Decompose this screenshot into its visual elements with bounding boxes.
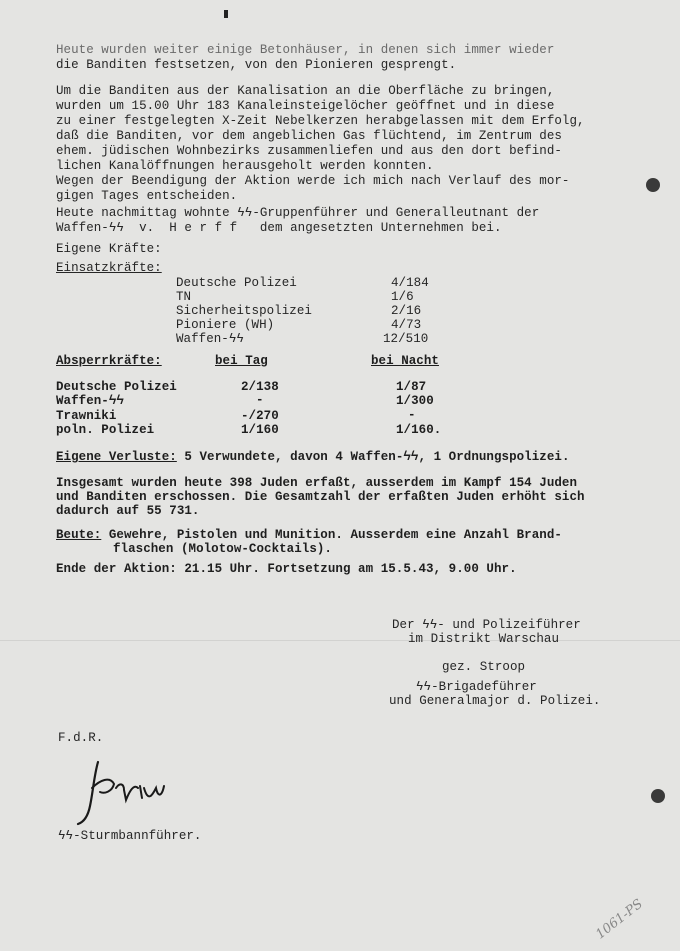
paragraph-line: Insgesamt wurden heute 398 Juden erfaßt, ausserdem im Kampf 154 Juden (56, 476, 578, 490)
losses-text: 5 Verwundete, davon 4 Waffen-ϟϟ, 1 Ordnungspolizei. (176, 450, 570, 464)
absperr-unit: Deutsche Polizei (56, 380, 177, 394)
paragraph-line: die Banditen festsetzen, von den Pionieren gesprengt. (56, 58, 457, 72)
signature-rank-line1: ϟϟ-Brigadeführer (416, 680, 537, 694)
paragraph-line: und Banditen erschossen. Die Gesamtzahl der erfaßten Juden erhöht sich (56, 490, 585, 504)
einsatz-value: 2/16 (391, 304, 422, 318)
punch-hole (646, 178, 660, 192)
booty-line (56, 528, 562, 543)
paragraph-line: Um die Banditen aus der Kanalisation an die Oberfläche zu bringen, (56, 84, 555, 98)
absperr-night: 1/87 (396, 380, 427, 394)
paragraph-line: gigen Tages entscheiden. (56, 189, 238, 203)
einsatz-value: 12/510 (383, 332, 429, 346)
losses-line (56, 450, 570, 465)
einsatz-value: 4/73 (391, 318, 422, 332)
booty-label: Beute: (56, 528, 102, 542)
paragraph-line: Waffen-ϟϟ v. H e r f f dem angesetzten Unternehmen bei. (56, 221, 502, 235)
einsatz-unit: Deutsche Polizei (176, 276, 297, 290)
paragraph-line: dadurch auf 55 731. (56, 504, 200, 518)
absperr-unit: poln. Polizei (56, 423, 155, 437)
column-header-day: bei Tag (215, 354, 268, 368)
absperr-unit: Waffen-ϟϟ (56, 394, 124, 408)
einsatz-unit: Sicherheitspolizei (176, 304, 312, 318)
einsatz-unit: TN (176, 290, 192, 304)
absperr-day: 1/160 (241, 423, 279, 437)
column-header-night: bei Nacht (371, 354, 439, 368)
absperrkraefte-heading: Absperrkräfte: (56, 354, 162, 368)
paragraph-line: lichen Kanalöffnungen herausgeholt werden konnten. (56, 159, 434, 173)
absperr-day: - (256, 393, 264, 407)
paragraph-line: Wegen der Beendigung der Aktion werde ich mich nach Verlauf des mor- (56, 174, 570, 188)
signature-title-line1: Der ϟϟ- und Polizeiführer (392, 618, 581, 632)
einsatzkraefte-heading: Einsatzkräfte: (56, 261, 162, 275)
booty-line-2: flaschen (Molotow-Cocktails). (113, 542, 332, 556)
absperr-day: 2/138 (241, 380, 279, 394)
paper-fold-line (0, 640, 680, 641)
absperr-unit: Trawniki (56, 409, 117, 423)
ink-mark (224, 10, 228, 18)
paragraph-line: ehem. jüdischen Wohnbezirks zusammenliefen und aus den dort befind- (56, 144, 562, 158)
handwritten-signature (60, 758, 170, 830)
paragraph-line: Heute nachmittag wohnte ϟϟ-Gruppenführer und Generalleutnant der (56, 206, 540, 220)
signature-rank-line2: und Generalmajor d. Polizei. (389, 694, 601, 708)
absperr-night: 1/160. (396, 423, 442, 437)
fdr-rank: ϟϟ-Sturmbannführer. (58, 829, 202, 843)
punch-hole (651, 789, 665, 803)
signature-gez: gez. Stroop (442, 660, 526, 674)
paragraph-line: wurden um 15.00 Uhr 183 Kanaleinsteigelöcher geöffnet und in diese (56, 99, 555, 113)
einsatz-value: 4/184 (391, 276, 429, 290)
signature-title-line2: im Distrikt Warschau (408, 632, 560, 646)
paragraph-line: Heute wurden weiter einige Betonhäuser, in denen sich immer wieder (56, 43, 555, 57)
einsatz-unit: Waffen-ϟϟ (176, 332, 244, 346)
paragraph-line: zu einer festgelegten X-Zeit Nebelkerzen herabgelassen mit dem Erfolg, (56, 114, 585, 128)
absperr-day: -/270 (241, 409, 279, 423)
absperr-night: - (408, 408, 416, 422)
section-heading: Eigene Kräfte: (56, 242, 162, 256)
booty-text: Gewehre, Pistolen und Munition. Ausserdem eine Anzahl Brand- (101, 528, 562, 542)
paragraph-line: daß die Banditen, vor dem angeblichen Gas flüchtend, im Zentrum des (56, 129, 562, 143)
archive-note: 1061-PS (593, 896, 646, 943)
end-of-action-line: Ende der Aktion: 21.15 Uhr. Fortsetzung am 15.5.43, 9.00 Uhr. (56, 562, 517, 576)
fdr-label: F.d.R. (58, 731, 104, 745)
absperr-night: 1/300 (396, 394, 434, 408)
einsatz-unit: Pioniere (WH) (176, 318, 275, 332)
einsatz-value: 1/6 (391, 290, 414, 304)
losses-label: Eigene Verluste: (56, 450, 177, 464)
